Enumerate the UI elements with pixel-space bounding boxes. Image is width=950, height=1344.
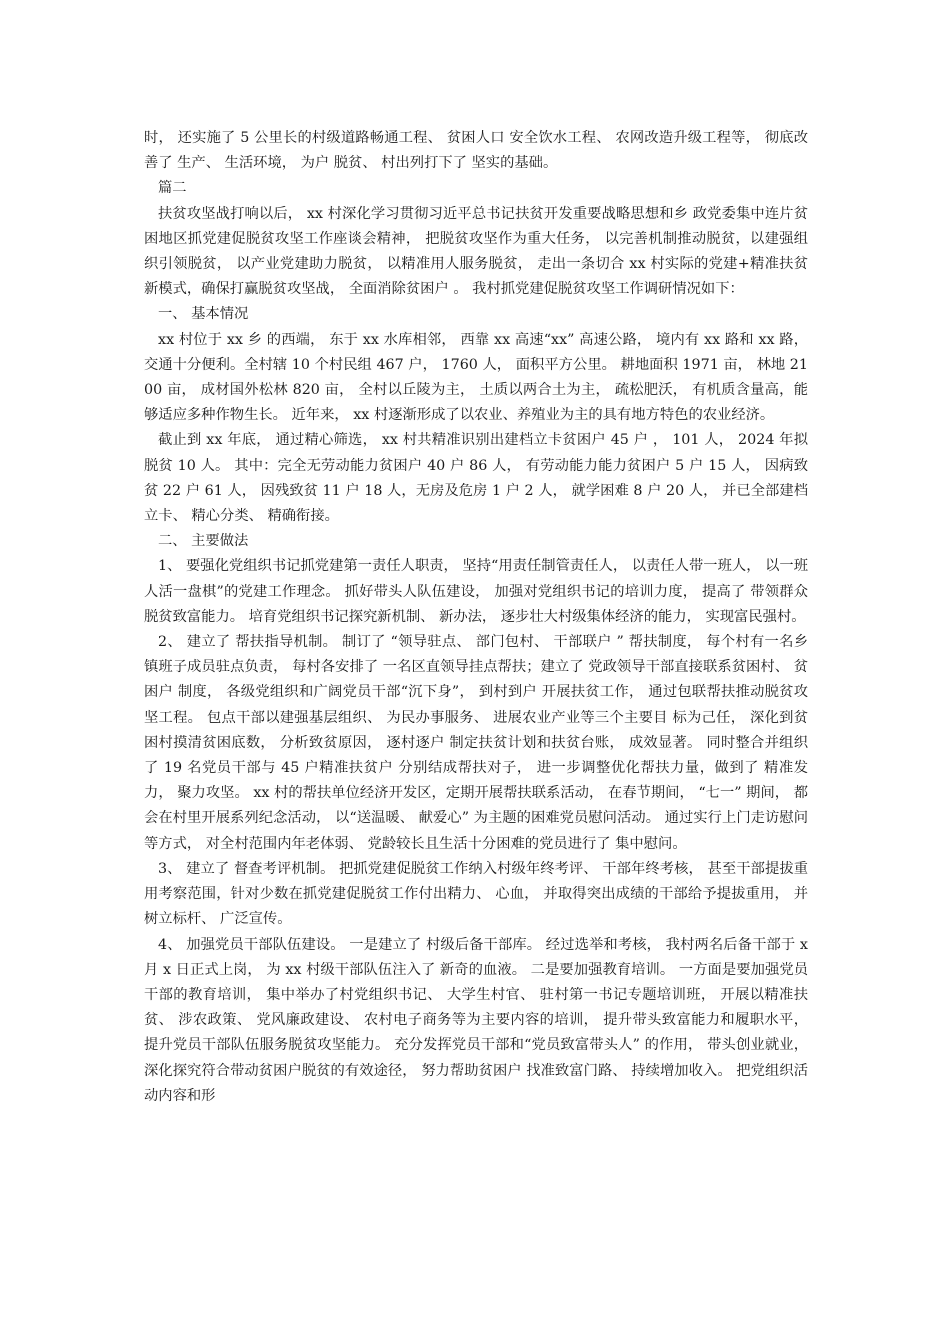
paragraph-practice-3: 3、 建立了 督查考评机制。 把抓党建促脱贫工作纳入村级年终考评、 干部年终考核， 甚至干部提拔重用考察范围，针对少数在抓党建促脱贫工作付出精力、 心血， 并取得突出成绩的干部给予提拔重用， 并树立标杆、 广泛宣传。 (144, 860, 808, 928)
paragraph-practice-2: 2、 建立了 帮扶指导机制。 制订了 “领导驻点、 部门包村、 干部联户 ” 帮扶制度， 每个村有一名乡 镇班子成员驻点负责， 每村各安排了 一名区直领导挂点帮扶；建立了 党政领导干部直接联系贫困村、 贫困户 制度， 各级党组织和广阔党员干部“沉下身”， 到村到户 开展扶贫工作， 通过包联帮扶推动脱贫攻坚工程。 包点干部以建强基层组织、 为民办事服务、 进展农业产业等三个主要目 标为己任， 深化到贫困村摸清贫困底数， 分析致贫原因， 逐村逐户 制定扶贫计划和扶贫台账， 成效显著。 同时整合并组织了 19 名党员干部与 45 户精准扶贫户 分别结成帮扶对子， 进一步调整优化帮扶力量，做到了 精准发力， 聚力攻坚。 xx 村的帮扶单位经济开发区，定期开展帮扶联系活动， 在春节期间， “七一” 期间， 都会在村里开展系列纪念活动， 以“送温暖、 献爱心” 为主题的困难党员慰问活动。 通过实行上门走访慰问等方式， 对全村范围内年老体弱、 党龄较长且生活十分困难的党员进行了 集中慰问。 (144, 634, 808, 852)
paragraph-practice-1: 1、 要强化党组织书记抓党建第一责任人职责， 坚持“用责任制管责任人， 以责任人带一班人， 以一班人活一盘棋”的党建工作理念。 抓好带头人队伍建设， 加强对党组织书记的培训力度， 提高了 带领群众脱贫致富能力。 培育党组织书记探究新机制、 新办法， 逐步壮大村级集体经济的能力， 实现富民强村。 (144, 558, 808, 625)
paragraph-poverty-statistics: 截止到 xx 年底， 通过精心筛选， xx 村共精准识别出建档立卡贫困户 45 户 ， 101 人， 2024 年拟脱贫 10 人。 其中：完全无劳动能力贫困户 40 户 86 人， 有劳动能力能力贫困户 5 户 15 人， 因病致贫 22 户 61 人， 因残致贫 11 户 18 人，无房及危房 1 户 2 人， 就学困难 8 户 20 人， 并已全部建档立卡、 精心分类、 精确衔接。 (144, 432, 808, 525)
document-page (144, 126, 808, 1109)
section-heading-part-two: 篇二 (158, 180, 187, 197)
paragraph-practice-4: 4、 加强党员干部队伍建设。 一是建立了 村级后备干部库。 经过选举和考核， 我村两名后备干部于 x 月 x 日正式上岗， 为 xx 村级干部队伍注入了 新奇的血液。 二是要加强教育培训。 一方面是要加强党员干部的教育培训， 集中举办了村党组织书记、 大学生村官、 驻村第一书记专题培训班， 开展以精准扶贫、 涉农政策、 党风廉政建设、 农村电子商务等为主要内容的培训， 提升带头致富能力和履职水平， 提升党员干部队伍服务脱贫攻坚能力。 充分发挥党员干部和“党员致富带头人” 的作用， 带头创业就业， 深化探究符合带动贫困户脱贫的有效途径， 努力帮助贫困户 找准致富门路、 持续增加收入。 把党组织活动内容和形 (144, 936, 808, 1104)
section-heading-basic-situation: 一、 基本情况 (158, 306, 249, 323)
paragraph-continuation: 时， 还实施了 5 公里长的村级道路畅通工程、 贫困人口 安全饮水工程、 农网改造升级工程等， 彻底改善了 生产、 生活环境， 为户 脱贫、 村出列打下了 坚实的基础。 (144, 130, 808, 172)
paragraph-village-overview: xx 村位于 xx 乡 的西端， 东于 xx 水库相邻， 西靠 xx 高速“xx” 高速公路， 境内有 xx 路和 xx 路， 交通十分便利。全村辖 10 个村民组 467 户， 1760 人， 面积平方公里。 耕地面积 1971 亩， 林地 2100 亩， 成材国外松林 820 亩， 全村以丘陵为主， 土质以两合土为主， 疏松肥沃， 有机质含量高，能够适应多种作物生长。 近年来， xx 村逐渐形成了以农业、养殖业为主的具有地方特色的农业经济。 (144, 331, 808, 424)
section-heading-main-practices: 二、 主要做法 (158, 533, 249, 550)
paragraph-intro: 扶贫攻坚战打响以后， xx 村深化学习贯彻习近平总书记扶贫开发重要战略思想和乡 政党委集中连片贫困地区抓党建促脱贫攻坚工作座谈会精神， 把脱贫攻坚作为重大任务， 以完善机制推动脱贫，以建强组织引领脱贫， 以产业党建助力脱贫， 以精准用人服务脱贫， 走出一条切合 xx 村实际的党建+精准扶贫新模式，确保打赢脱贫攻坚战， 全面消除贫困户 。 我村抓党建促脱贫攻坚工作调研情况如下： (144, 205, 808, 298)
